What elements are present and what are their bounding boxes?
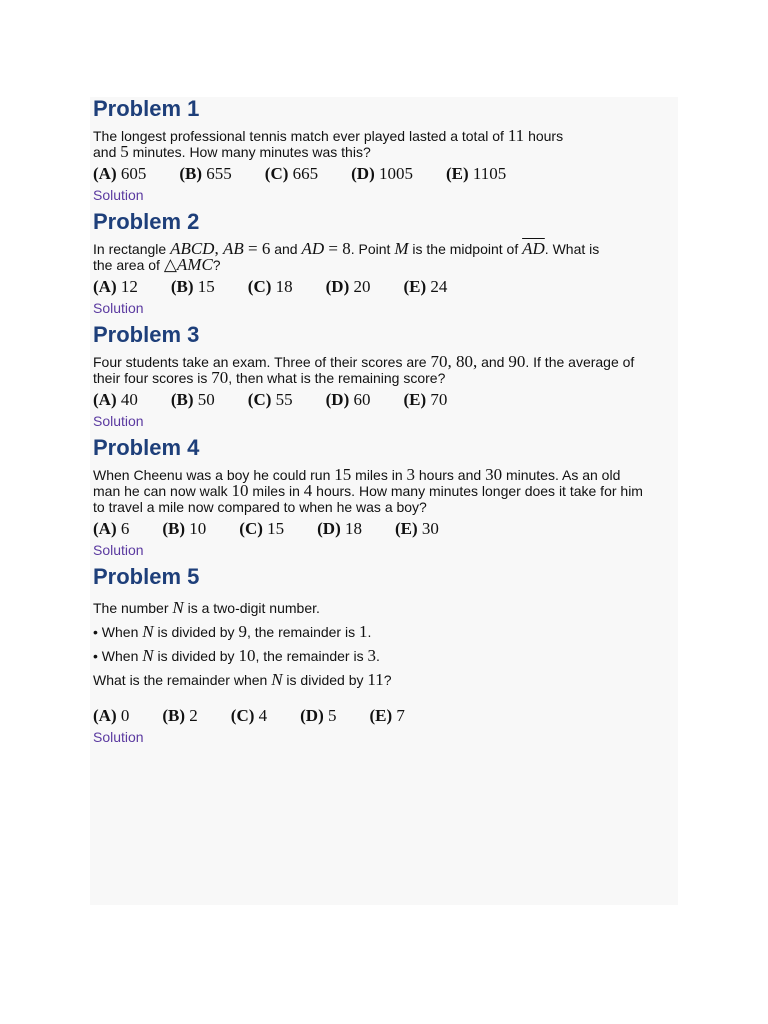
text-run: When Cheenu was a boy he could run bbox=[93, 467, 335, 483]
choice-letter: (C) bbox=[230, 706, 255, 725]
math-number: 3 bbox=[367, 646, 376, 665]
choice-letter: (A) bbox=[93, 164, 117, 183]
text-run: is the midpoint of bbox=[408, 241, 523, 257]
choice-value: 665 bbox=[292, 164, 319, 183]
math-number: 1 bbox=[359, 622, 368, 641]
math-var: ABCD bbox=[170, 239, 215, 258]
choice-value: 6 bbox=[120, 519, 130, 538]
text-run: . What is bbox=[544, 241, 600, 257]
problem-text bbox=[93, 467, 677, 515]
problem-list bbox=[93, 94, 677, 747]
math-var: N bbox=[142, 622, 154, 641]
choice-letter: (A) bbox=[93, 277, 117, 296]
choice-value: 4 bbox=[258, 706, 268, 725]
text-run: miles in bbox=[248, 483, 304, 499]
choice-a bbox=[93, 704, 129, 728]
answer-choices bbox=[93, 517, 677, 541]
text-run: . Point bbox=[350, 241, 395, 257]
math-number: 9 bbox=[238, 622, 247, 641]
choice-c bbox=[239, 517, 284, 541]
choice-e bbox=[395, 517, 439, 541]
choice-b bbox=[162, 517, 206, 541]
choice-letter: (E) bbox=[403, 390, 427, 409]
math-number: = 6 bbox=[243, 239, 271, 258]
bullet-condition-2 bbox=[93, 644, 677, 668]
text-run: ? bbox=[212, 257, 221, 273]
choice-letter: (D) bbox=[325, 277, 350, 296]
choice-letter: (C) bbox=[239, 519, 263, 538]
choice-letter: (B) bbox=[179, 164, 203, 183]
choice-d bbox=[300, 704, 336, 728]
choice-e bbox=[446, 162, 506, 186]
math-punct: , bbox=[214, 239, 223, 258]
solution-link-2[interactable]: Solution bbox=[93, 300, 144, 316]
choice-letter: (E) bbox=[446, 164, 469, 183]
text-run: minutes. As an old bbox=[502, 467, 621, 483]
choice-c bbox=[248, 275, 293, 299]
text-run: and bbox=[270, 241, 302, 257]
choice-b bbox=[162, 704, 197, 728]
choice-e bbox=[404, 388, 448, 412]
math-number: 10 bbox=[231, 481, 249, 500]
text-run: The longest professional tennis match ever played lasted a total of bbox=[93, 128, 508, 144]
text-run: • When bbox=[93, 648, 143, 664]
text-run: . If the average of bbox=[525, 354, 635, 370]
math-number: = 8 bbox=[324, 239, 351, 258]
choice-letter: (D) bbox=[317, 519, 341, 538]
text-run: their four scores is bbox=[93, 370, 212, 386]
choice-value: 15 bbox=[197, 277, 215, 296]
problem-question bbox=[93, 668, 677, 692]
choice-a bbox=[93, 162, 146, 186]
text-run: is divided by bbox=[153, 624, 239, 640]
choice-letter: (B) bbox=[162, 706, 186, 725]
choice-value: 1105 bbox=[472, 164, 507, 183]
choice-d bbox=[326, 388, 371, 412]
problem-title: Problem 1 bbox=[93, 96, 200, 121]
choice-value: 70 bbox=[430, 390, 448, 409]
choice-c bbox=[231, 704, 267, 728]
problem-text bbox=[93, 128, 677, 160]
text-run: What is the remainder when bbox=[93, 672, 272, 688]
text-run: to travel a mile now compared to when he was a boy? bbox=[93, 499, 427, 515]
choice-letter: (C) bbox=[264, 164, 289, 183]
text-run: hours. How many minutes longer does it take for him bbox=[312, 483, 643, 499]
text-run: hours and bbox=[415, 467, 486, 483]
choice-c bbox=[248, 388, 293, 412]
choice-letter: (D) bbox=[325, 390, 350, 409]
choice-c bbox=[265, 162, 318, 186]
choice-value: 30 bbox=[421, 519, 439, 538]
math-var: AD bbox=[301, 239, 325, 258]
text-run: miles in bbox=[351, 467, 407, 483]
text-run: is a two-digit number. bbox=[183, 600, 320, 616]
choice-value: 605 bbox=[120, 164, 147, 183]
choice-letter: (A) bbox=[93, 706, 117, 725]
math-segment: $\overline{AD}$ bbox=[522, 239, 545, 258]
choice-letter: (D) bbox=[300, 706, 324, 725]
choice-b bbox=[171, 275, 215, 299]
text-run: . bbox=[376, 648, 380, 664]
answer-choices bbox=[93, 275, 677, 299]
choice-letter: (C) bbox=[247, 390, 272, 409]
choice-a bbox=[93, 275, 138, 299]
math-number: 70 bbox=[211, 368, 229, 387]
text-run: , then what is the remaining score? bbox=[228, 370, 446, 386]
choice-value: 2 bbox=[189, 706, 198, 725]
problem-text bbox=[93, 354, 677, 386]
triangle-icon: △ bbox=[163, 255, 177, 274]
math-number: 30 bbox=[485, 465, 503, 484]
solution-link-5[interactable]: Solution bbox=[93, 729, 144, 745]
bullet-condition-1 bbox=[93, 620, 677, 644]
problem-4 bbox=[93, 433, 677, 560]
choice-value: 12 bbox=[120, 277, 138, 296]
text-run: , the remainder is bbox=[255, 648, 368, 664]
problem-text bbox=[93, 596, 677, 620]
choice-value: 18 bbox=[275, 277, 293, 296]
text-run: man he can now walk bbox=[93, 483, 232, 499]
choice-letter: (C) bbox=[247, 277, 272, 296]
text-run: hours bbox=[524, 128, 564, 144]
choice-value: 10 bbox=[189, 519, 207, 538]
math-number: 90 bbox=[508, 352, 526, 371]
text-run: The number bbox=[93, 600, 173, 616]
solution-link-3[interactable]: Solution bbox=[93, 413, 144, 429]
choice-value: 5 bbox=[328, 706, 337, 725]
choice-letter: (E) bbox=[395, 519, 418, 538]
math-number: 4 bbox=[303, 481, 313, 500]
choice-b bbox=[179, 162, 231, 186]
text-run: and bbox=[93, 144, 121, 160]
choice-value: 0 bbox=[120, 706, 130, 725]
choice-value: 1005 bbox=[379, 164, 413, 183]
answer-choices bbox=[93, 704, 677, 728]
text-run: the area of bbox=[93, 257, 164, 273]
math-var: AMC bbox=[176, 255, 213, 274]
choice-d bbox=[317, 517, 362, 541]
text-run: , the remainder is bbox=[246, 624, 359, 640]
choice-b bbox=[171, 388, 215, 412]
math-var: N bbox=[172, 598, 184, 617]
choice-a bbox=[93, 388, 138, 412]
math-number: 3 bbox=[406, 465, 415, 484]
math-number: 70, 80, bbox=[430, 352, 478, 371]
choice-letter: (A) bbox=[93, 390, 117, 409]
problem-2 bbox=[93, 207, 677, 318]
math-number: 11 bbox=[507, 126, 525, 145]
choice-d bbox=[351, 162, 413, 186]
text-run: minutes. How many minutes was this? bbox=[128, 144, 371, 160]
problem-5 bbox=[93, 562, 677, 747]
math-number: 15 bbox=[334, 465, 352, 484]
text-run: is divided by bbox=[282, 672, 368, 688]
choice-value: 7 bbox=[396, 706, 405, 725]
choice-value: 60 bbox=[353, 390, 371, 409]
problem-3 bbox=[93, 320, 677, 431]
text-run: Four students take an exam. Three of their scores are bbox=[93, 354, 431, 370]
choice-letter: (B) bbox=[170, 390, 194, 409]
text-run: ? bbox=[383, 672, 392, 688]
choice-e bbox=[370, 704, 405, 728]
choice-d bbox=[326, 275, 371, 299]
text-run: In rectangle bbox=[93, 241, 171, 257]
math-var: M bbox=[394, 239, 409, 258]
problem-title: Problem 3 bbox=[93, 322, 200, 347]
text-run: is divided by bbox=[153, 648, 239, 664]
math-var: N bbox=[142, 646, 154, 665]
choice-letter: (D) bbox=[351, 164, 375, 183]
text-run: and bbox=[477, 354, 509, 370]
choice-e bbox=[404, 275, 448, 299]
math-var: AB bbox=[222, 239, 244, 258]
text-run: . bbox=[367, 624, 372, 640]
choice-value: 55 bbox=[275, 390, 293, 409]
choice-value: 24 bbox=[430, 277, 448, 296]
choice-value: 15 bbox=[267, 519, 285, 538]
solution-link-4[interactable]: Solution bbox=[93, 542, 144, 558]
problem-1 bbox=[93, 94, 677, 205]
answer-choices bbox=[93, 388, 677, 412]
math-var: N bbox=[271, 670, 283, 689]
choice-value: 20 bbox=[353, 277, 371, 296]
choice-value: 50 bbox=[197, 390, 215, 409]
problem-title: Problem 2 bbox=[93, 209, 200, 234]
math-number: 11 bbox=[367, 670, 384, 689]
problem-title: Problem 5 bbox=[93, 564, 200, 589]
choice-letter: (E) bbox=[369, 706, 393, 725]
choice-letter: (E) bbox=[403, 277, 427, 296]
math-number: 5 bbox=[120, 142, 129, 161]
math-number: 10 bbox=[238, 646, 256, 665]
choice-value: 18 bbox=[345, 519, 362, 538]
solution-link-1[interactable]: Solution bbox=[93, 187, 144, 203]
problem-title: Problem 4 bbox=[93, 435, 200, 460]
choice-letter: (B) bbox=[170, 277, 194, 296]
choice-value: 655 bbox=[206, 164, 232, 183]
choice-a bbox=[93, 517, 129, 541]
problem-text bbox=[93, 241, 677, 273]
answer-choices bbox=[93, 162, 677, 186]
choice-value: 40 bbox=[120, 390, 138, 409]
choice-letter: (B) bbox=[162, 519, 186, 538]
text-run: • When bbox=[93, 624, 143, 640]
choice-letter: (A) bbox=[93, 519, 117, 538]
